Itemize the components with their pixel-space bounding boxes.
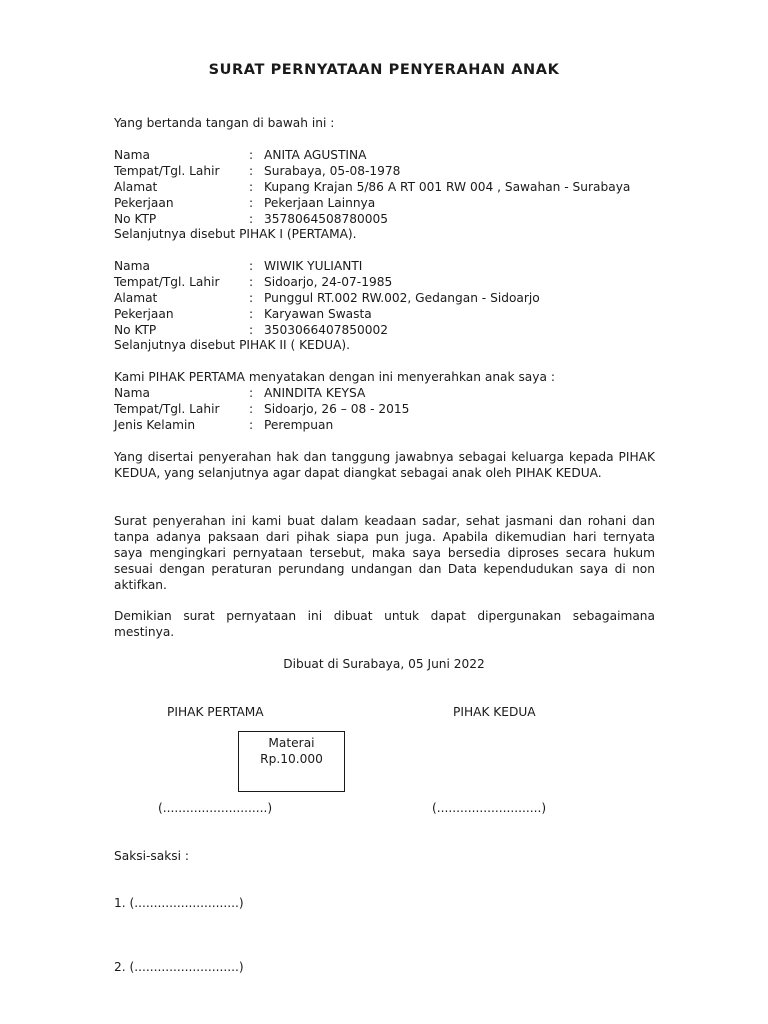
party-two-birth-row (114, 275, 654, 291)
field-colon: : (249, 259, 254, 273)
field-colon: : (249, 401, 254, 416)
field-label: No KTP (114, 322, 157, 337)
party-one-block (114, 148, 654, 243)
field-label: Tempat/Tgl. Lahir (114, 401, 220, 416)
party-one-birth-row (114, 164, 654, 180)
field-label: Tempat/Tgl. Lahir (114, 274, 220, 289)
second-party-signature-line: (...........................) (432, 801, 547, 815)
party-two-name-row (114, 259, 654, 275)
party-one-address-row (114, 180, 654, 196)
field-value: Sidoarjo, 26 – 08 - 2015 (264, 401, 410, 416)
witnesses-label: Saksi-saksi : (114, 849, 189, 863)
field-label: Jenis Kelamin (114, 417, 196, 432)
child-block (114, 370, 654, 434)
field-colon: : (249, 290, 254, 305)
field-value: ANINDITA KEYSA (264, 385, 366, 400)
second-party-label: PIHAK KEDUA (453, 705, 536, 719)
field-colon: : (249, 148, 254, 162)
stamp-label: Materai (268, 736, 315, 750)
field-colon: : (249, 211, 254, 226)
field-label: Pekerjaan (114, 195, 174, 210)
child-gender-row (114, 418, 654, 434)
field-label: Tempat/Tgl. Lahir (114, 163, 220, 178)
party-one-designation: Selanjutnya disebut PIHAK I (PERTAMA). (114, 227, 357, 242)
witness-one-signature-line: 1. (...........................) (114, 896, 244, 910)
party-two-designation: Selanjutnya disebut PIHAK II ( KEDUA). (114, 338, 351, 353)
field-colon: : (249, 306, 254, 321)
field-colon: : (249, 417, 254, 432)
field-colon: : (249, 322, 254, 337)
child-name-row (114, 386, 654, 402)
field-value: 3578064508780005 (264, 211, 389, 226)
field-value: Surabaya, 05-08-1978 (264, 163, 401, 178)
first-party-signature-line: (...........................) (158, 801, 273, 815)
field-label: Alamat (114, 179, 158, 194)
party-two-ktp-row (114, 323, 654, 339)
party-two-address-row (114, 291, 654, 307)
party-one-name-row (114, 148, 654, 164)
field-colon: : (249, 179, 254, 194)
paragraph-handover: Yang disertai penyerahan hak dan tanggung jawabnya sebagai keluarga kepada PIHAK KEDUA, yang selanjutnya agar dapat diangkat sebagai anak oleh PIHAK KEDUA. (114, 450, 655, 480)
party-two-block (114, 259, 654, 354)
field-label: Nama (114, 385, 150, 400)
field-value: 3503066407850002 (264, 322, 389, 337)
paragraph-declaration: Surat penyerahan ini kami buat dalam keadaan sadar, sehat jasmani dan rohani dan tanpa adanya paksaan dari pihak siapa pun juga. Apabila dikemudian hari ternyata saya mengingkari pernyataan tersebut, maka saya bersedia diproses secara hukum sesuai dengan peraturan perundang undangan dan Data kependudukan saya di non aktifkan. (114, 514, 655, 592)
field-label: Nama (114, 259, 150, 273)
field-value: Perempuan (264, 417, 334, 432)
field-colon: : (249, 163, 254, 178)
field-value: Punggul RT.002 RW.002, Gedangan - Sidoarjo (264, 290, 540, 305)
witness-two-signature-line: 2. (...........................) (114, 960, 244, 974)
stamp-amount: Rp.10.000 (260, 751, 323, 766)
party-one-occupation-row (114, 196, 654, 212)
field-value: ANITA AGUSTINA (264, 148, 367, 162)
field-value: Karyawan Swasta (264, 306, 372, 321)
party-one-ktp-row (114, 212, 654, 228)
field-label: Pekerjaan (114, 306, 174, 321)
field-label: Nama (114, 148, 150, 162)
child-birth-row (114, 402, 654, 418)
child-statement: Kami PIHAK PERTAMA menyatakan dengan ini menyerahkan anak saya : (114, 370, 555, 384)
field-label: Alamat (114, 290, 158, 305)
field-colon: : (249, 274, 254, 289)
stamp-duty-box (238, 731, 345, 792)
party-two-occupation-row (114, 307, 654, 323)
field-colon: : (249, 195, 254, 210)
field-value: WIWIK YULIANTI (264, 259, 363, 273)
first-party-label: PIHAK PERTAMA (167, 705, 264, 719)
field-colon: : (249, 385, 254, 400)
field-value: Sidoarjo, 24-07-1985 (264, 274, 393, 289)
paragraph-closing: Demikian surat pernyataan ini dibuat untuk dapat dipergunakan sebagaimana mestinya. (114, 609, 655, 639)
document-title: SURAT PERNYATAAN PENYERAHAN ANAK (208, 62, 560, 78)
place-date: Dibuat di Surabaya, 05 Juni 2022 (283, 657, 485, 671)
field-label: No KTP (114, 211, 157, 226)
field-value: Pekerjaan Lainnya (264, 195, 376, 210)
intro-text: Yang bertanda tangan di bawah ini : (114, 116, 335, 130)
field-value: Kupang Krajan 5/86 A RT 001 RW 004 , Sawahan - Surabaya (264, 179, 631, 194)
